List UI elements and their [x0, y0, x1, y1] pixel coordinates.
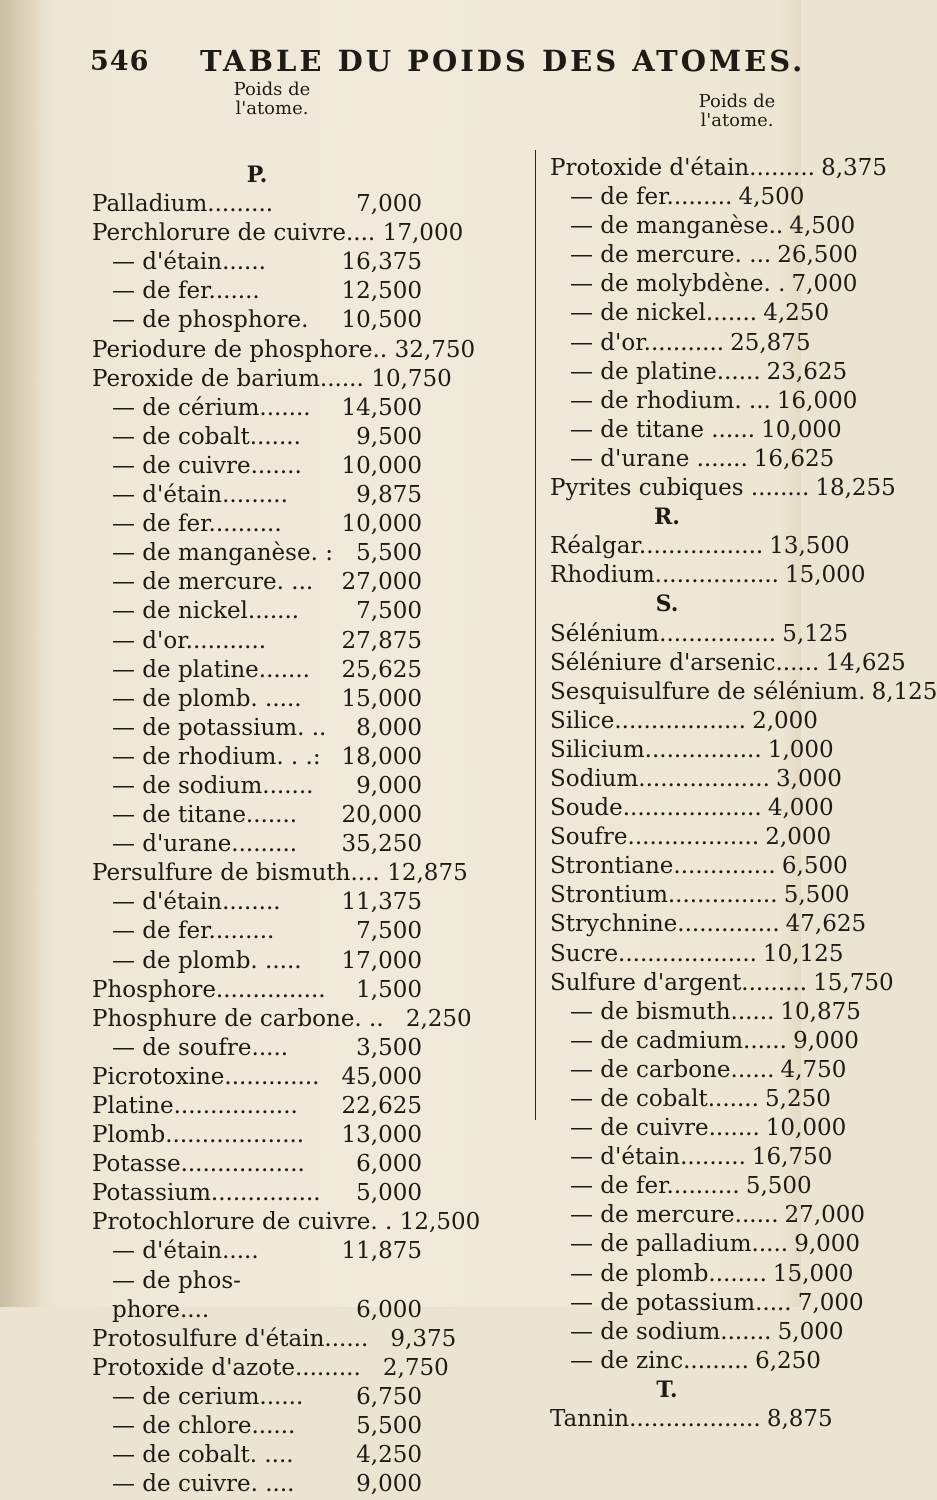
table-row	[550, 911, 867, 940]
compound-name: — d'étain.........	[570, 1144, 746, 1171]
compound-name: — de cobalt.......	[570, 1086, 759, 1112]
atomic-weight: 9,375	[390, 1325, 457, 1352]
section-letter: P.	[246, 162, 268, 188]
compound-name: Strychnine..............	[550, 911, 780, 938]
table-row	[92, 802, 422, 831]
compound-name: — de titane ......	[570, 416, 756, 443]
table-row	[92, 889, 422, 918]
compound-name: Rhodium.................	[550, 562, 779, 589]
table-row	[550, 1406, 833, 1435]
table-row	[92, 191, 422, 220]
atomic-weight: 4,500	[789, 213, 856, 240]
atomic-weight: 14,500	[341, 394, 422, 421]
atomic-weight: 13,000	[341, 1122, 422, 1149]
atomic-weight: 10,000	[761, 416, 842, 443]
compound-name: Platine.................	[92, 1093, 298, 1119]
atomic-weight: 10,125	[762, 940, 844, 967]
atomic-weight: 5,500	[783, 882, 850, 909]
table-row	[92, 1035, 422, 1064]
compound-name: — de molybdène. .	[570, 271, 786, 298]
atomic-weight: 8,375	[821, 155, 887, 181]
table-row	[92, 278, 422, 307]
atomic-weight: 11,875	[341, 1238, 422, 1265]
column-divider	[535, 150, 536, 1120]
table-row	[550, 882, 850, 911]
table-row	[550, 1260, 854, 1290]
atomic-weight: 45,000	[341, 1063, 422, 1090]
atomic-weight: 3,500	[356, 1034, 422, 1061]
atomic-weight: 4,500	[738, 184, 805, 211]
compound-name: — de sodium.......	[112, 772, 314, 799]
table-row	[92, 1442, 422, 1471]
atomic-weight: 25,625	[341, 656, 422, 683]
compound-name: Plomb...................	[92, 1122, 305, 1149]
atomic-weight: 7,000	[356, 191, 422, 218]
compound-name: Potassium...............	[92, 1180, 321, 1207]
atomic-weight: 2,750	[382, 1354, 449, 1381]
compound-name: — de mercure......	[570, 1202, 779, 1229]
compound-name: Phosphore...............	[92, 976, 326, 1003]
compound-name: — de fer..........	[570, 1173, 740, 1200]
compound-name: — de platine.......	[112, 656, 310, 683]
atomic-weight: 5,500	[745, 1173, 812, 1200]
compound-name: — de mercure. ...	[570, 242, 772, 269]
page-number: 546	[90, 46, 150, 77]
table-row	[550, 795, 834, 824]
compound-name: — de fer.........	[112, 918, 275, 945]
compound-name: — de rhodium. . .:	[112, 743, 321, 770]
compound-name: — de cérium.......	[112, 394, 311, 421]
table-row	[92, 511, 422, 540]
table-row	[550, 678, 937, 708]
table-row	[92, 773, 422, 802]
atomic-weight: 35,250	[341, 831, 422, 858]
table-row	[550, 562, 866, 591]
table-row	[92, 307, 422, 336]
compound-name: Silicium................	[550, 736, 762, 763]
table-row	[550, 271, 858, 300]
table-row	[92, 540, 422, 569]
compound-name: Pyrites cubiques ........	[550, 475, 810, 502]
compound-name: — de manganèse. :	[112, 540, 333, 567]
table-row	[550, 329, 811, 359]
atomic-weight: 8,125	[871, 678, 937, 705]
atomic-weight: 26,500	[777, 242, 858, 269]
atomic-weight: 15,000	[784, 562, 866, 589]
atomic-weight: 4,000	[767, 795, 834, 822]
compound-name: — d'étain.........	[112, 482, 288, 509]
atomic-weight: 9,000	[793, 1027, 859, 1054]
table-row	[550, 620, 849, 650]
atomic-weight: 12,875	[387, 860, 468, 887]
table-row	[550, 184, 805, 213]
atomic-weight: 17,000	[382, 220, 464, 247]
table-row	[92, 1064, 422, 1093]
table-row	[550, 1115, 847, 1144]
table-row	[92, 1005, 472, 1035]
right-column	[550, 155, 937, 1435]
table-row	[550, 940, 844, 970]
atomic-weight: 17,000	[341, 947, 422, 974]
compound-name: — de phos-	[112, 1267, 241, 1294]
table-row	[92, 1122, 422, 1151]
table-row	[92, 482, 422, 511]
table-row	[92, 715, 422, 744]
atomic-weight: 27,000	[784, 1202, 866, 1229]
table-row	[550, 416, 842, 446]
table-row	[550, 707, 818, 737]
atomic-weight: 15,000	[341, 685, 422, 712]
compound-name: Potasse.................	[92, 1151, 305, 1178]
compound-name: — de cerium......	[112, 1383, 304, 1410]
compound-name: — de fer.......	[112, 278, 260, 305]
atomic-weight: 10,000	[341, 511, 422, 538]
compound-name: phore....	[112, 1296, 210, 1323]
atomic-weight: 16,000	[776, 387, 858, 414]
atomic-weight: 16,625	[753, 445, 835, 472]
atomic-weight: 3,000	[776, 765, 842, 792]
compound-name: Perchlorure de cuivre....	[92, 220, 376, 247]
atomic-weight: 10,000	[765, 1115, 847, 1142]
table-row	[550, 736, 834, 766]
compound-name: Sulfure d'argent.........	[550, 969, 808, 996]
table-row	[550, 1144, 833, 1173]
table-row	[92, 598, 422, 627]
atomic-weight: 22,625	[341, 1093, 422, 1119]
atomic-weight: 5,000	[356, 1180, 422, 1207]
compound-name: — de potassium. ..	[112, 714, 327, 741]
compound-name: Protochlorure de cuivre. .	[92, 1209, 393, 1236]
atomic-weight: 7,000	[797, 1289, 864, 1316]
compound-name: — de mercure. ...	[112, 569, 314, 596]
table-row	[92, 1151, 422, 1180]
atomic-weight: 7,000	[791, 271, 858, 298]
compound-name: Sélénium................	[550, 620, 777, 647]
compound-name: — de carbone......	[570, 1056, 775, 1083]
compound-name: — de nickel.......	[570, 300, 758, 327]
compound-name: Protoxide d'étain.........	[550, 155, 815, 181]
atomic-weight: 10,500	[341, 307, 422, 334]
compound-name: — d'étain.....	[112, 1238, 259, 1265]
table-row	[550, 1027, 859, 1057]
table-row	[92, 395, 422, 424]
compound-name: Tannin..................	[550, 1406, 761, 1433]
compound-name: — de palladium.....	[570, 1231, 789, 1258]
table-row	[550, 533, 850, 562]
compound-name: Strontiane..............	[550, 853, 776, 880]
compound-name: — de chlore......	[112, 1413, 296, 1440]
table-row	[550, 969, 894, 999]
table-row	[550, 1056, 847, 1086]
atomic-weight: 16,750	[751, 1144, 833, 1171]
table-row	[92, 744, 422, 773]
compound-name: Periodure de phosphore..	[92, 336, 388, 363]
atomic-weight: 5,125	[782, 620, 849, 647]
compound-name: — de manganèse..	[570, 213, 784, 240]
compound-name: — d'or...........	[570, 329, 725, 356]
table-row	[92, 977, 422, 1006]
compound-name: Peroxide de barium......	[92, 365, 364, 392]
atomic-weight: 15,000	[772, 1260, 854, 1287]
compound-name: Phosphure de carbone. ..	[92, 1005, 384, 1032]
section-letter: T.	[656, 1376, 678, 1403]
compound-name: Palladium.........	[92, 191, 274, 218]
table-row	[92, 1354, 449, 1384]
table-row	[92, 1093, 422, 1122]
table-row	[550, 1086, 831, 1115]
table-row	[550, 998, 861, 1028]
atomic-weight: 1,000	[767, 736, 834, 763]
table-row	[550, 475, 896, 504]
atomic-weight: 9,500	[356, 423, 422, 450]
atomic-weight: 2,000	[752, 707, 818, 734]
atomic-weight: 7,500	[356, 598, 422, 625]
left-column	[92, 162, 481, 1500]
compound-name: — de potassium.....	[570, 1289, 792, 1316]
table-row	[550, 300, 830, 329]
atomic-weight: 25,875	[730, 329, 811, 356]
compound-name: — d'étain........	[112, 889, 281, 916]
atomic-weight: 5,250	[765, 1086, 831, 1112]
section-letter: R.	[654, 504, 680, 531]
atomic-weight: 4,250	[763, 300, 830, 327]
compound-name: Soude...................	[550, 795, 762, 822]
compound-name: Strontium...............	[550, 882, 778, 909]
compound-name: Silice..................	[550, 707, 746, 734]
compound-name: Soufre..................	[550, 824, 760, 851]
atomic-weight: 12,500	[341, 278, 422, 305]
table-row	[550, 1289, 864, 1319]
compound-name: Sucre...................	[550, 940, 757, 967]
atomic-weight: 2,000	[765, 824, 832, 851]
atomic-weight: 7,500	[356, 918, 422, 945]
table-row	[92, 1268, 422, 1297]
atomic-weight: 32,750	[394, 336, 476, 363]
atomic-weight: 10,875	[780, 998, 861, 1025]
section-letter: S.	[655, 591, 679, 618]
right-column-header: Poids de l'atome.	[698, 91, 776, 131]
compound-name: — de phosphore.	[112, 307, 309, 334]
table-row	[92, 453, 422, 482]
atomic-weight: 16,375	[341, 249, 422, 276]
table-row	[92, 424, 422, 453]
atomic-weight: 15,750	[813, 969, 894, 996]
table-row	[92, 918, 422, 947]
compound-name: — de soufre.....	[112, 1034, 289, 1061]
atomic-weight: 5,500	[356, 1413, 422, 1440]
atomic-weight: 20,000	[341, 802, 422, 829]
atomic-weight: 6,750	[356, 1383, 422, 1410]
atomic-weight: 4,750	[780, 1056, 847, 1083]
atomic-weight: 9,000	[356, 1471, 422, 1498]
page-edge-shadow	[0, 0, 38, 1307]
atomic-weight: 8,000	[356, 714, 422, 741]
atomic-weight: 18,000	[341, 743, 422, 770]
atomic-weight: 1,500	[356, 976, 422, 1003]
compound-name: — d'urane.........	[112, 831, 298, 858]
table-row	[92, 1180, 422, 1209]
compound-name: — de cuivre. ....	[112, 1471, 295, 1498]
table-row	[92, 1209, 481, 1238]
atomic-weight: 6,000	[356, 1151, 422, 1178]
compound-name: — de cuivre.......	[112, 452, 302, 479]
atomic-weight: 11,375	[341, 889, 422, 916]
table-row	[550, 358, 848, 388]
atomic-weight: 10,750	[371, 365, 452, 392]
atomic-weight: 5,500	[356, 540, 422, 567]
table-row	[92, 1384, 422, 1413]
compound-name: — de cobalt. ....	[112, 1442, 294, 1469]
compound-name: Réalgar.................	[550, 533, 764, 560]
table-row	[550, 1347, 821, 1377]
compound-name: Sesquisulfure de sélénium.	[550, 678, 866, 705]
compound-name: — de bismuth......	[570, 998, 775, 1025]
atomic-weight: 6,250	[755, 1347, 821, 1374]
compound-name: — de plomb........	[570, 1260, 767, 1287]
table-row	[92, 249, 422, 278]
atomic-weight: 47,625	[785, 911, 867, 938]
compound-name: Persulfure de bismuth....	[92, 860, 380, 887]
table-row	[550, 155, 887, 184]
compound-name: — de plomb. .....	[112, 947, 302, 974]
atomic-weight: 13,500	[769, 533, 850, 560]
table-row	[92, 1413, 422, 1442]
atomic-weight: 27,000	[341, 569, 422, 596]
table-row	[550, 1202, 866, 1231]
atomic-weight: 6,000	[356, 1296, 422, 1323]
table-row	[92, 657, 422, 686]
compound-name: — de fer.........	[570, 184, 733, 211]
table-row	[550, 1318, 844, 1348]
compound-name: — d'étain......	[112, 249, 266, 276]
left-column-header: Poids de l'atome.	[233, 79, 311, 119]
table-row	[92, 1471, 422, 1500]
atomic-weight: 6,500	[781, 853, 848, 880]
table-row	[550, 445, 835, 475]
table-row	[92, 1297, 422, 1326]
atomic-weight: 2,250	[405, 1005, 472, 1032]
compound-name: — de sodium.......	[570, 1318, 772, 1345]
compound-name: Sodium..................	[550, 765, 770, 792]
compound-name: — de zinc.........	[570, 1347, 749, 1374]
page-title: TABLE DU POIDS DES ATOMES.	[200, 44, 806, 78]
compound-name: — de cuivre.......	[570, 1115, 760, 1142]
compound-name: Séléniure d'arsenic......	[550, 649, 820, 676]
atomic-weight: 23,625	[766, 358, 848, 385]
compound-name: — de fer..........	[112, 511, 282, 538]
atomic-weight: 18,255	[815, 475, 896, 502]
atomic-weight: 12,500	[399, 1209, 481, 1236]
table-row	[550, 387, 858, 417]
compound-name: Picrotoxine.............	[92, 1063, 320, 1090]
compound-name: — de cobalt.......	[112, 423, 301, 450]
atomic-weight: 9,000	[356, 772, 422, 799]
compound-name: — de nickel.......	[112, 598, 300, 625]
compound-name: Protoxide d'azote.........	[92, 1354, 361, 1381]
table-row	[550, 649, 906, 679]
compound-name: — de cadmium......	[570, 1027, 787, 1054]
compound-name: — de platine......	[570, 358, 761, 385]
table-row	[92, 1238, 422, 1267]
table-row	[92, 686, 422, 715]
atomic-weight: 27,875	[341, 627, 422, 654]
atomic-weight: 14,625	[825, 649, 906, 676]
atomic-weight: 10,000	[341, 452, 422, 479]
compound-name: — de plomb. .....	[112, 685, 302, 712]
table-row	[92, 860, 468, 889]
table-row	[92, 220, 464, 249]
table-row	[92, 365, 452, 395]
table-row	[92, 1325, 457, 1355]
compound-name: — de titane.......	[112, 802, 298, 829]
compound-name: — de rhodium. ...	[570, 387, 771, 414]
atomic-weight: 4,250	[356, 1442, 422, 1469]
table-row	[550, 853, 848, 882]
table-row	[550, 1173, 812, 1202]
atomic-weight: 9,875	[356, 482, 422, 509]
atomic-weight: 5,000	[777, 1318, 844, 1345]
table-row	[92, 569, 422, 598]
table-row	[550, 213, 856, 242]
compound-name: — d'urane .......	[570, 445, 748, 472]
table-row	[92, 628, 422, 657]
compound-name: — d'or...........	[112, 627, 267, 654]
table-row	[92, 948, 422, 977]
atomic-weight: 8,875	[766, 1406, 833, 1433]
table-row	[92, 336, 476, 366]
table-row	[550, 242, 858, 271]
table-row	[550, 765, 842, 795]
table-row	[550, 1231, 861, 1260]
table-row	[550, 824, 832, 853]
table-row	[92, 831, 422, 860]
compound-name: Protosulfure d'étain......	[92, 1325, 369, 1352]
atomic-weight: 9,000	[794, 1231, 861, 1258]
